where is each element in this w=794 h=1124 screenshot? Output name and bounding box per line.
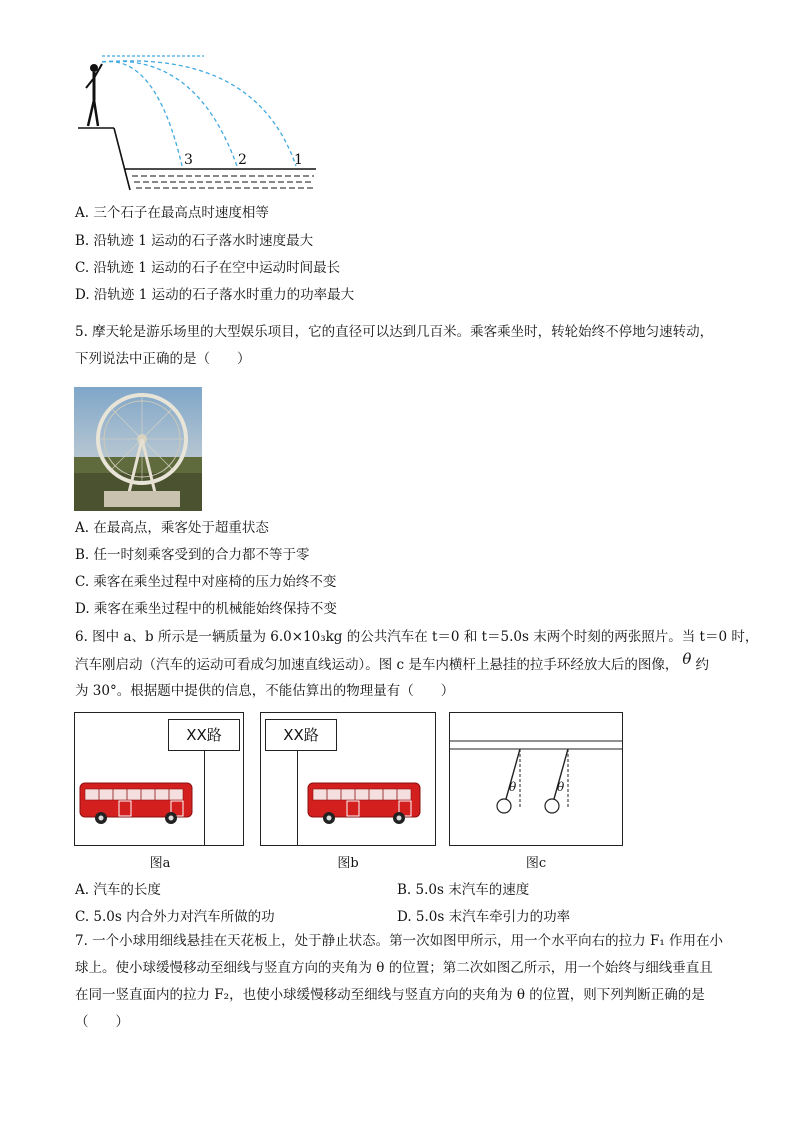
q5-stem-line1: 5. 摩天轮是游乐场里的大型娱乐项目，它的直径可以达到几百米。乘客乘坐时，转轮始终不停地匀速转动， [75,324,714,340]
road-sign-a: XX路 [168,719,240,751]
q6-option-d: D. 5.0s 末汽车牵引力的功率 [397,909,571,925]
caption-figure-c: 图c [525,856,547,871]
hanging-rings-diagram [450,713,622,845]
q7-stem: 7. 一个小球用细线悬挂在天花板上，处于静止状态。第一次如图甲所示，用一个水平向右的拉力 F₁ 作用在小球上。使小球缓慢移动至细线与竖直方向的夹角为 θ 的位置；第二次如图乙所示，用一个始终与细线垂直且在同一竖直面内的拉力 F₂，也使小球缓慢移动至细线与竖直方向的夹角为 θ 的位置，则下列判断正确的是（ ） [75,933,724,1030]
q4-option-b: B. 沿轨迹 1 运动的石子落水时速度最大 [75,233,314,249]
q6-stem-line2-text: 汽车刚启动（汽车的运动可看成匀加速直线运动）。图 c 是车内横杆上悬挂的拉手环经放大后的图像， [75,657,679,673]
q4-option-d: D. 沿轨迹 1 运动的石子落水时重力的功率最大 [75,287,355,303]
q6-stem-line3: 为 30°。根据题中提供的信息，不能估算出的物理量有（ ） [75,683,455,699]
q6-stem-line2-end: 约 [695,657,709,673]
angle-label-2: θ [557,780,565,794]
track-label-2: 2 [238,152,247,168]
q6-option-a: A. 汽车的长度 [75,882,161,898]
sign-pole-a [204,750,205,845]
road-sign-b: XX路 [265,719,337,751]
caption-figure-b: 图b [337,856,359,871]
figure-c-panel [449,712,623,846]
figure-b-panel [260,712,436,846]
q5-option-a: A. 在最高点，乘客处于超重状态 [75,520,269,536]
angle-label-1: θ [509,780,517,794]
track-label-3: 3 [184,152,193,168]
figure-a-panel [74,712,244,846]
theta-symbol: θ [682,650,692,668]
bus-b [307,781,423,825]
track-label-1: 1 [294,152,303,168]
q5-option-c: C. 乘客在乘坐过程中对座椅的压力始终不变 [75,574,337,590]
q6-option-b: B. 5.0s 末汽车的速度 [397,882,530,898]
q5-option-b: B. 任一时刻乘客受到的合力都不等于零 [75,547,310,563]
caption-figure-a: 图a [149,856,171,871]
ferris-wheel-photo [74,387,202,511]
q6-option-c: C. 5.0s 内合外力对汽车所做的功 [75,909,275,925]
sign-pole-b [297,750,298,845]
q6-stem-line2 [75,650,709,675]
q5-stem-line2: 下列说法中正确的是（ ） [75,351,251,367]
stone-trajectory-figure [74,48,324,196]
q6-stem-line1: 6. 图中 a、b 所示是一辆质量为 6.0×10₃kg 的公共汽车在 t＝0 和 t＝5.0s 末两个时刻的两张照片。当 t＝0 时， [75,629,759,645]
bus-a [79,781,195,825]
q4-option-a: A. 三个石子在最高点时速度相等 [75,205,269,221]
q4-option-c: C. 沿轨迹 1 运动的石子在空中运动时间最长 [75,260,341,276]
q5-option-d: D. 乘客在乘坐过程中的机械能始终保持不变 [75,601,337,617]
